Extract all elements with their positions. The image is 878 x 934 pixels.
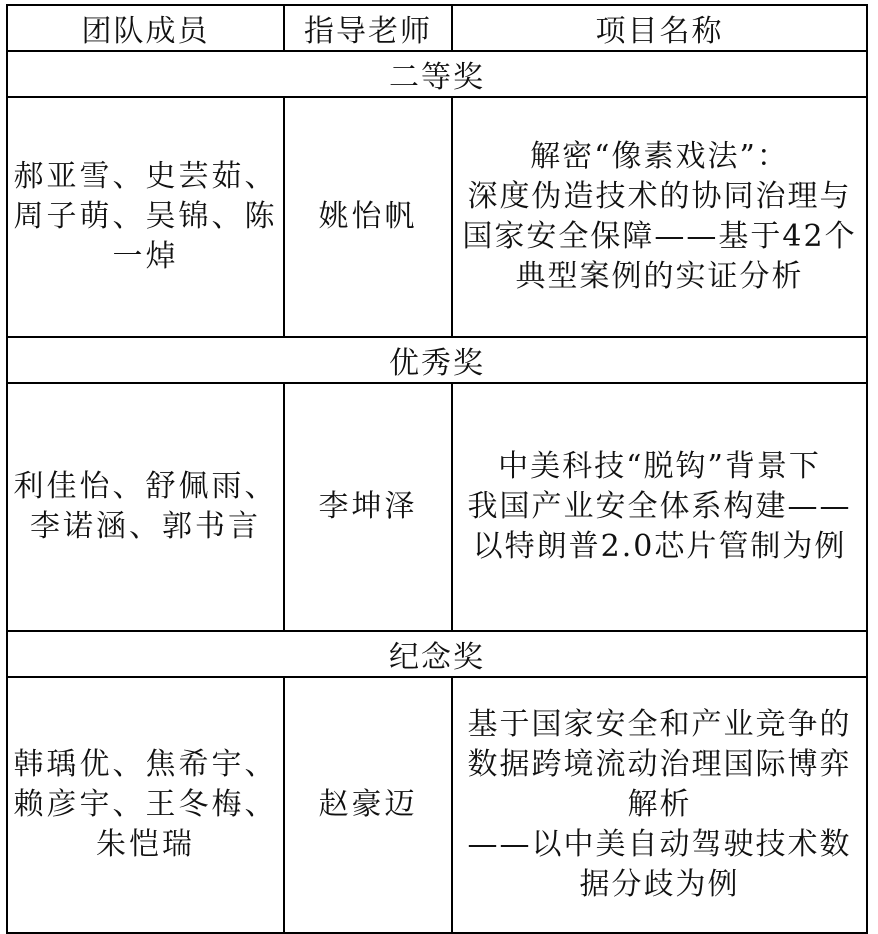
header-row xyxy=(7,5,867,51)
project-line: 解密“像素戏法”： xyxy=(530,139,789,174)
member-line: 赖彦宇、王冬梅、 xyxy=(13,787,278,822)
advisor-cell: 赵豪迈 xyxy=(284,677,452,933)
project-line: 数据跨境流动治理国际博弈 xyxy=(467,747,852,782)
advisor-cell: 李坤泽 xyxy=(284,383,452,631)
member-line: 利佳怡、舒佩雨、 xyxy=(13,469,278,504)
project-line: 中美科技“脱钩”背景下 xyxy=(498,449,821,484)
project-line: 深度伪造技术的协同治理与 xyxy=(467,179,852,214)
award-title: 二等奖 xyxy=(7,51,867,97)
table-row xyxy=(7,97,867,337)
team-members-cell xyxy=(7,97,284,337)
header-project: 项目名称 xyxy=(452,5,867,51)
team-members-cell xyxy=(7,383,284,631)
project-line: 据分歧为例 xyxy=(579,867,740,902)
project-name-cell xyxy=(452,97,867,337)
project-line: 基于国家安全和产业竞争的 xyxy=(467,707,852,742)
project-name-cell xyxy=(452,677,867,933)
award-row-excellence xyxy=(7,337,867,383)
project-line: 以特朗普2.0芯片管制为例 xyxy=(472,529,847,564)
member-line: 周子萌、吴锦、陈 xyxy=(13,199,278,234)
project-line: 我国产业安全体系构建—— xyxy=(467,489,852,524)
table-row xyxy=(7,677,867,933)
member-line: 郝亚雪、史芸茹、 xyxy=(13,159,278,194)
team-members-cell xyxy=(7,677,284,933)
table-row xyxy=(7,383,867,631)
project-line: 解析 xyxy=(627,787,692,822)
member-line: 韩瑀优、焦希宇、 xyxy=(13,747,278,782)
member-line: 李诺涵、郭书言 xyxy=(30,509,261,544)
member-line: 一焯 xyxy=(112,239,179,274)
project-line: 国家安全保障——基于42个 xyxy=(462,219,857,254)
header-members: 团队成员 xyxy=(7,5,284,51)
project-line: ——以中美自动驾驶技术数 xyxy=(467,827,852,862)
award-title: 纪念奖 xyxy=(7,631,867,677)
project-name-cell xyxy=(452,383,867,631)
member-line: 朱恺瑞 xyxy=(96,827,195,862)
awards-table xyxy=(6,4,868,934)
header-advisor: 指导老师 xyxy=(284,5,452,51)
award-row-second-prize xyxy=(7,51,867,97)
award-row-commemorative xyxy=(7,631,867,677)
project-line: 典型案例的实证分析 xyxy=(515,259,804,294)
award-title: 优秀奖 xyxy=(7,337,867,383)
advisor-cell: 姚怡帆 xyxy=(284,97,452,337)
